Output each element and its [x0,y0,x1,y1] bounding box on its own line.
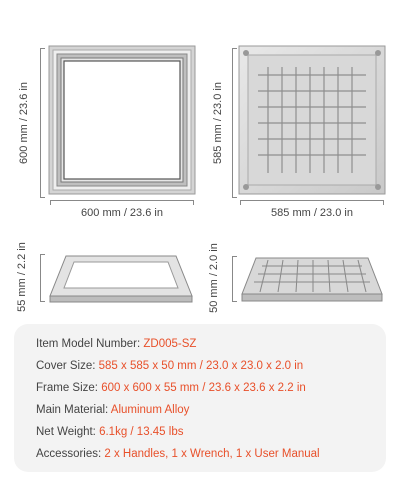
specs-panel [14,324,386,472]
spec-value: 600 x 600 x 55 mm / 23.6 x 23.6 x 2.2 in [101,382,306,394]
cover-top-view [238,45,386,195]
cover-width-label: 585 mm / 23.0 in [271,207,353,219]
spec-row-cover-size [36,360,303,372]
frame-depth-label: 55 mm / 2.2 in [16,242,28,312]
spec-label: Net Weight: [36,426,96,438]
spec-label: Cover Size: [36,360,96,372]
spec-label: Frame Size: [36,382,98,394]
frame-depth-bracket [40,254,45,302]
spec-value: 6.1kg / 13.45 lbs [99,426,184,438]
frame-side-view [46,252,196,304]
spec-label: Main Material: [36,404,109,416]
spec-value: Aluminum Alloy [110,404,190,416]
frame-height-label: 600 mm / 23.6 in [18,82,30,164]
spec-row-weight [36,426,183,438]
spec-value: 2 x Handles, 1 x Wrench, 1 x User Manual [104,448,320,460]
spec-row-material [36,404,189,416]
spec-label: Item Model Number: [36,338,141,350]
cover-height-bracket [232,48,237,198]
spec-row-model [36,338,196,350]
spec-value: ZD005-SZ [143,338,197,350]
spec-row-accessories [36,448,320,460]
spec-value: 585 x 585 x 50 mm / 23.0 x 23.0 x 2.0 in [98,360,304,372]
frame-width-label: 600 mm / 23.6 in [81,207,163,219]
cover-depth-bracket [232,256,237,302]
frame-height-bracket [40,48,45,198]
spec-row-frame-size [36,382,306,394]
cover-height-label: 585 mm / 23.0 in [212,82,224,164]
frame-top-view [48,45,196,195]
spec-label: Accessories: [36,448,102,460]
cover-side-view [238,254,386,304]
cover-depth-label: 50 mm / 2.0 in [208,243,220,313]
frame-width-bracket [50,200,194,205]
cover-width-bracket [240,200,384,205]
